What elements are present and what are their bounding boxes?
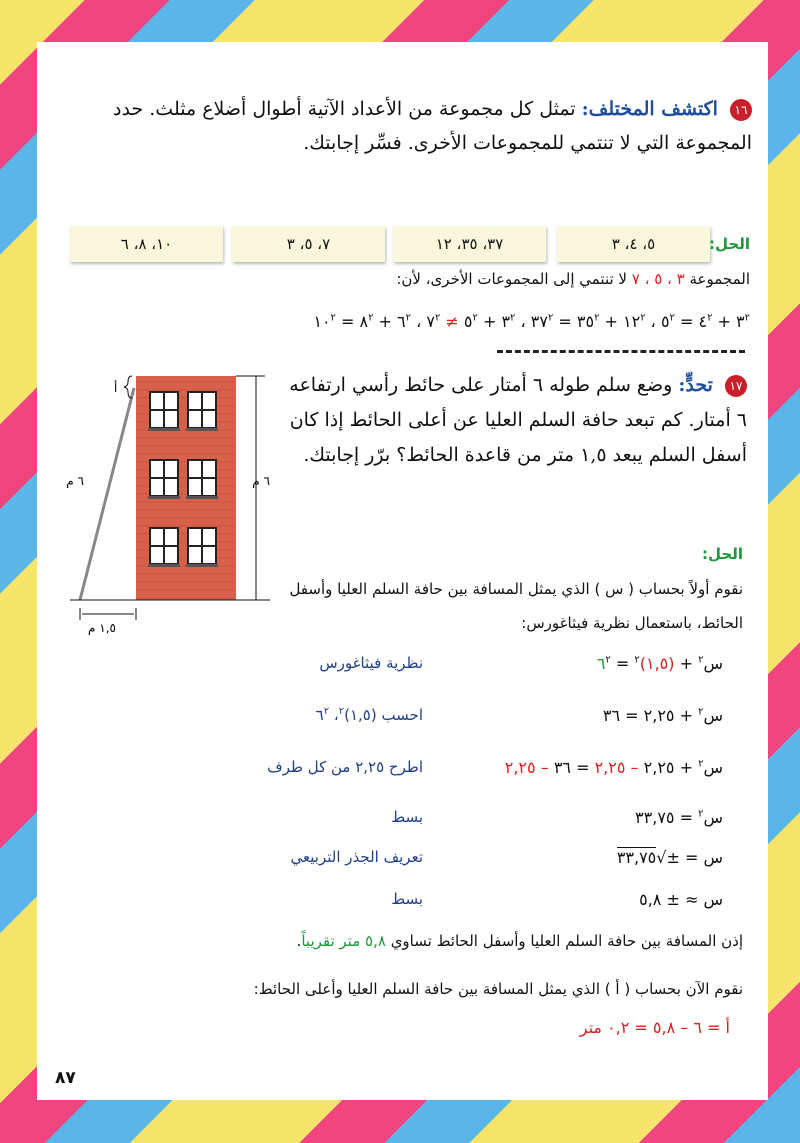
- label-a: أ: [114, 381, 118, 395]
- text-segment: ، ١٢: [623, 312, 661, 331]
- text-segment: – ٢,٢٥: [504, 758, 549, 777]
- text-segment: + ٥: [463, 312, 502, 331]
- text-segment: = ٣٦: [548, 758, 595, 777]
- q16-solution-label: الحل:: [709, 235, 750, 253]
- q16-keyword: اكتشف المختلف:: [581, 98, 718, 120]
- exponent: ٢: [744, 312, 750, 324]
- window: [148, 460, 180, 499]
- option-box: ٧، ٥، ٣: [232, 226, 385, 262]
- q16-number: ١٦: [730, 99, 752, 121]
- text-segment: س: [703, 654, 723, 673]
- text-segment: ≠: [440, 312, 464, 331]
- text-segment: ٣٣,٧٥: [616, 848, 657, 867]
- text-segment: بسط: [391, 808, 423, 826]
- text-segment: احسب (١,٥): [344, 706, 423, 724]
- q16-answer: [396, 270, 750, 288]
- window: [148, 392, 180, 431]
- exponent: ٢: [698, 758, 704, 770]
- text-segment: س ≈ ± ٥,٨: [639, 890, 723, 909]
- exponent: ٢: [510, 312, 516, 324]
- step-equation: [597, 654, 723, 673]
- step-equation: [617, 848, 723, 867]
- text-segment: س: [703, 706, 723, 725]
- exponent: ٢: [698, 706, 704, 718]
- text-segment: =: [610, 654, 635, 673]
- q16-text: تمثل كل مجموعة من الأعداد الآتية أطوال أضلاع مثلث. حدد المجموعة التي لا تنتمي للمجموعات الأخرى. فسِّر إجابتك.: [113, 98, 752, 154]
- label-ladder: ٦ م: [66, 474, 84, 488]
- text-segment: بسط: [391, 890, 423, 908]
- exponent: ٢: [547, 312, 554, 324]
- step-reason: [267, 758, 423, 776]
- q17-text: وضع سلم طوله ٦ أمتار على حائط رأسي ارتفاعه ٦ أمتار. كم تبعد حافة السلم العليا عن أعلى الحائط إذا كان أسفل السلم يبعد ١,٥ متر من قاعدة الحائط؟ برّر إجابتك.: [289, 374, 747, 466]
- textbook-page: [37, 42, 768, 1100]
- exponent: ٢: [640, 312, 646, 324]
- text-segment: ٣: [736, 312, 745, 331]
- text-segment: نظرية فيثاغورس: [319, 654, 423, 672]
- q17-keyword: تحدٍّ:: [678, 374, 713, 396]
- text-segment: + ٢,٢٥ = ٣٦: [602, 706, 699, 725]
- exponent: ٢: [594, 312, 600, 324]
- text-segment: إذن المسافة بين حافة السلم العليا وأسفل الحائط تساوي: [385, 932, 743, 950]
- exponent: ٢: [669, 312, 675, 324]
- q16-equation: [313, 312, 750, 331]
- step-reason: [319, 654, 423, 672]
- option-box: ١٠، ٨، ٦: [70, 226, 223, 262]
- q17-number: ١٧: [725, 375, 747, 397]
- text-segment: = ٣٣,٧٥: [635, 808, 699, 827]
- exponent: ٢: [698, 654, 704, 666]
- q17-solution-label: الحل:: [702, 545, 743, 563]
- exponent: ٢: [434, 312, 441, 324]
- text-segment: ٦: [596, 654, 606, 673]
- q16-prompt: [77, 92, 752, 160]
- text-segment: س: [703, 758, 723, 777]
- q17-conclusion: [297, 932, 743, 950]
- step-reason: [391, 890, 423, 908]
- q17-intro: نقوم أولاً بحساب ( س ) الذي يمثل المسافة بين حافة السلم العليا وأسفل الحائط، باستعمال نظرية فيثاغورس:: [289, 580, 743, 632]
- step-reason: [291, 848, 423, 866]
- text-segment: .: [296, 932, 302, 950]
- q17-next: نقوم الآن بحساب ( أ ) الذي يمثل المسافة بين حافة السلم العليا وأعلى الحائط:: [253, 980, 743, 998]
- text-segment: = ٥: [660, 312, 699, 331]
- text-segment: (١,٥): [639, 654, 675, 673]
- text-segment: ، ٣: [501, 312, 531, 331]
- step-reason: [391, 808, 423, 826]
- text-segment: +: [674, 654, 699, 673]
- label-wall: ٦ م: [252, 474, 270, 488]
- window: [186, 392, 218, 431]
- step-equation: [639, 890, 723, 909]
- text-segment: اطرح ٢,٢٥ من كل طرف: [267, 758, 423, 776]
- exponent: ٢: [330, 312, 336, 324]
- divider: [497, 350, 745, 353]
- text-segment: + ٨: [359, 312, 398, 331]
- page-number: ٨٧: [55, 1068, 76, 1088]
- step-equation: [505, 758, 723, 777]
- exponent: ٢: [698, 808, 704, 820]
- text-segment: ، ٦: [397, 312, 427, 331]
- exponent: ٢: [405, 312, 411, 324]
- text-segment: أ = ٦ – ٥,٨ = ٠,٢ متر: [579, 1018, 730, 1037]
- text-segment: لا تنتمي إلى المجموعات الأخرى، لأن:: [396, 270, 632, 288]
- text-segment: – ٢,٢٥: [594, 758, 639, 777]
- text-segment: + ٤: [698, 312, 737, 331]
- q17-final: [580, 1018, 730, 1037]
- text-segment: ٧: [426, 312, 435, 331]
- ladder-wall-figure: [66, 370, 275, 636]
- option-box: ٣٧، ٣٥، ١٢: [393, 226, 546, 262]
- label-base: ١,٥ م: [88, 621, 116, 635]
- exponent: ٢: [338, 706, 345, 717]
- step-equation: [603, 706, 723, 725]
- text-segment: تعريف الجذر التربيعي: [290, 848, 423, 866]
- text-segment: = ٣٧: [530, 312, 577, 331]
- exponent: ٢: [323, 706, 330, 717]
- exponent: ٢: [634, 654, 640, 666]
- exponent: ٢: [472, 312, 478, 324]
- q17-prompt: [285, 368, 747, 473]
- text-segment: ٥,٨ متر تقريباً: [301, 932, 386, 950]
- text-segment: + ٢,٢٥: [638, 758, 699, 777]
- text-segment: + ٣٥: [576, 312, 624, 331]
- text-segment: س = ±√: [656, 848, 723, 867]
- option-box: ٥، ٤، ٣: [557, 226, 710, 262]
- window: [148, 528, 180, 567]
- exponent: ٢: [707, 312, 713, 324]
- text-segment: المجموعة: [684, 270, 750, 288]
- step-reason: [316, 706, 423, 724]
- text-segment: = ١٠: [313, 312, 360, 331]
- step-equation: [635, 808, 723, 827]
- exponent: ٢: [605, 654, 611, 666]
- exponent: ٢: [368, 312, 374, 324]
- text-segment: ٣ ، ٥ ، ٧: [631, 270, 685, 288]
- text-segment: ، ٦: [315, 706, 339, 724]
- window: [186, 460, 218, 499]
- text-segment: س: [703, 808, 723, 827]
- window: [186, 528, 218, 567]
